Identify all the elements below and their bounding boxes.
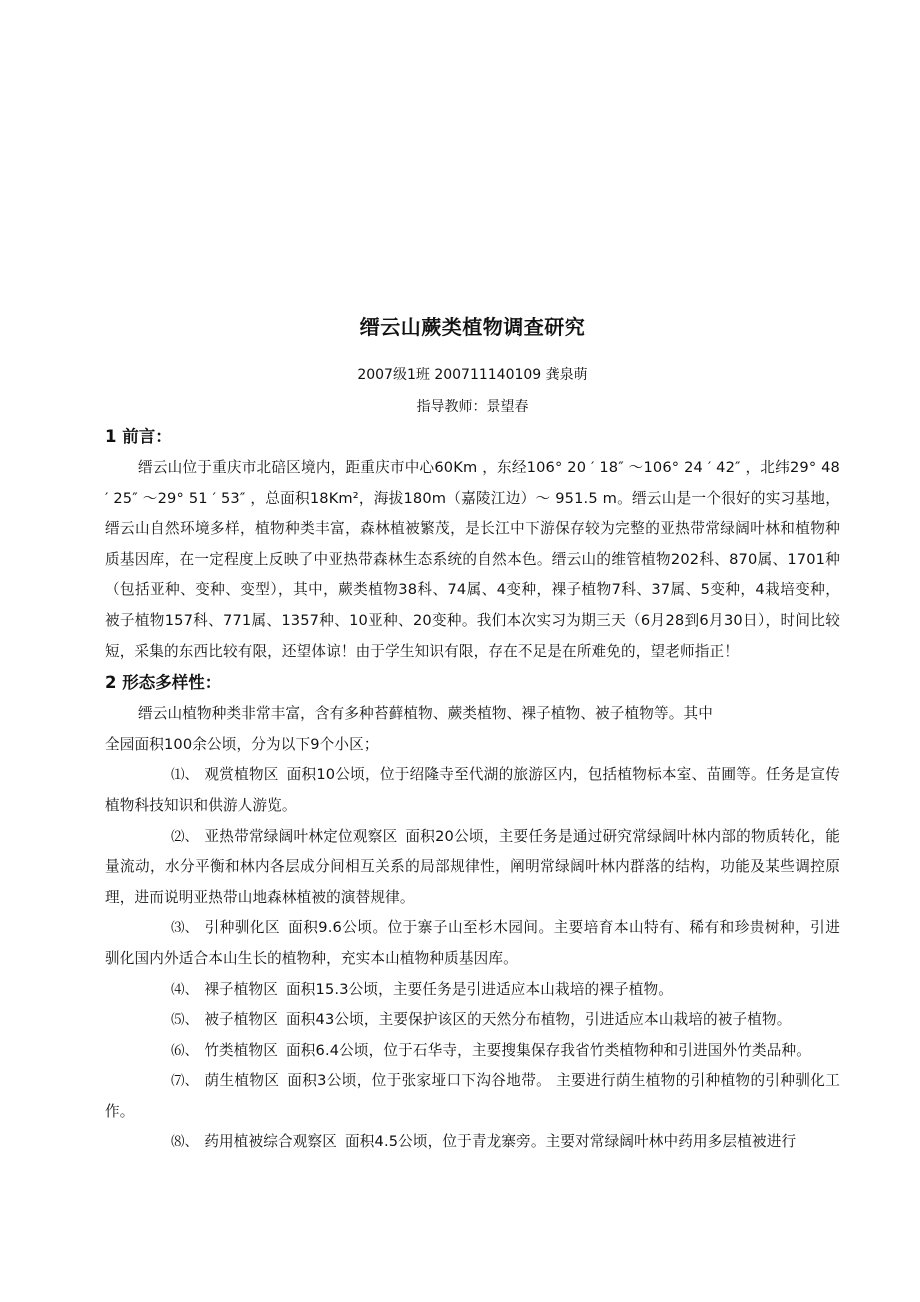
intro-paragraph: 缙云山位于重庆市北碚区境内，距重庆市中心60Km ，东经106° 20 ′ 18″ ～106° 24 ′ 42″ ，北纬29° 48 ′ 25″ ～29° 51 ′ 53″ ，总面积18Km²，海拔180m（嘉陵江边）～ 951.5 m。缙云山是一个很好的实习基地，缙云山自然环境多样，植物种类丰富，森林植被繁茂，是长江中下游保存较为完整的亚热带常绿阔叶林和植物种质基因库，在一定程度上反映了中亚热带森林生态系统的自然本色。缙云山的维管植物202科、870属、1701种（包括亚种、变种、变型），其中，蕨类植物38科、74属、4变种，裸子植物7科、37属、5变种，4栽培变种，被子植物157科、771属、1357种、10亚种、20变种。我们本次实习为期三天（6月28到6月30日），时间比较短，采集的东西比较有限，还望体谅！由于学生知识有限，存在不足是在所难免的，望老师指正！	[105, 459, 840, 660]
zone-name: 裸子植物区	[204, 980, 279, 998]
zone-number: ⑷、	[171, 981, 199, 998]
zone-item	[105, 1066, 840, 1127]
morphology-intro-line: 缙云山植物种类非常丰富，含有多种苔藓植物、蕨类植物、裸子植物、被子植物等。其中	[138, 705, 714, 723]
zone-item	[105, 975, 840, 1006]
zone-item	[105, 822, 840, 914]
zone-description: 面积20公顷，主要任务是通过研究常绿阔叶林内部的物质转化，能量流动，水分平衡和林内各层成分间相互关系的局部规律性，阐明常绿阔叶林内群落的结构，功能及某些调控原理，进而说明亚热带山地森林植被的演替规律。	[105, 827, 840, 906]
zone-number: ⑵、	[171, 828, 199, 845]
zone-item	[105, 913, 840, 974]
zone-number: ⑶、	[171, 920, 199, 937]
zone-number: ⑴、	[171, 767, 199, 784]
advisor-line: 指导教师：景望春	[416, 399, 529, 415]
document-title: 缙云山蕨类植物调查研究	[359, 315, 586, 339]
zone-description: 面积43公顷，主要保护该区的天然分布植物，引进适应本山栽培的被子植物。	[286, 1011, 792, 1029]
section-heading: 1 前言：	[105, 427, 172, 446]
zone-number: ⑻、	[171, 1134, 199, 1151]
zone-description: 面积3公顷，位于张家垭口下沟谷地带。 主要进行荫生植物的引种植物的引种驯化工作。	[105, 1072, 840, 1120]
zone-name: 亚热带常绿阔叶林定位观察区	[204, 827, 398, 845]
zone-item	[105, 760, 840, 821]
zone-number: ⑺、	[171, 1073, 199, 1090]
zone-name: 荫生植物区	[204, 1072, 280, 1090]
zone-description: 面积10公顷，位于绍隆寺至代湖的旅游区内，包括植物标本室、苗圃等。任务是宣传植物科技知识和供游人游览。	[105, 766, 840, 814]
zone-item	[105, 1127, 840, 1158]
morphology-intro-line: 全园面积100余公顷，分为以下9个小区；	[105, 735, 379, 753]
zone-description: 面积15.3公顷，主要任务是引进适应本山栽培的裸子植物。	[286, 980, 673, 998]
zone-name: 药用植被综合观察区	[204, 1133, 338, 1151]
zone-name: 竹类植物区	[204, 1041, 279, 1059]
section-introduction	[105, 423, 840, 667]
zone-description: 面积4.5公顷，位于青龙寨旁。主要对常绿阔叶林中药用多层植被进行	[345, 1133, 797, 1151]
author-line: 2007级1班 200711140109 龚泉萌	[357, 367, 588, 383]
document-body	[105, 423, 840, 1158]
zone-number: ⑸、	[171, 1012, 199, 1029]
section-morphology	[105, 669, 840, 1158]
zone-description: 面积6.4公顷，位于石华寺，主要搜集保存我省竹类植物种和引进国外竹类品种。	[286, 1041, 811, 1059]
zone-item	[105, 1005, 840, 1036]
zone-number: ⑹、	[171, 1042, 199, 1059]
zone-name: 引种驯化区	[204, 919, 281, 937]
zone-name: 被子植物区	[204, 1011, 279, 1029]
zone-name: 观赏植物区	[204, 766, 279, 784]
zone-description: 面积9.6公顷。位于寨子山至杉木园间。主要培育本山特有、稀有和珍贵树种，引进驯化国内外适合本山生长的植物种，充实本山植物种质基因库。	[105, 919, 840, 967]
zone-item	[105, 1036, 840, 1067]
section-heading: 2 形态多样性：	[105, 673, 222, 693]
